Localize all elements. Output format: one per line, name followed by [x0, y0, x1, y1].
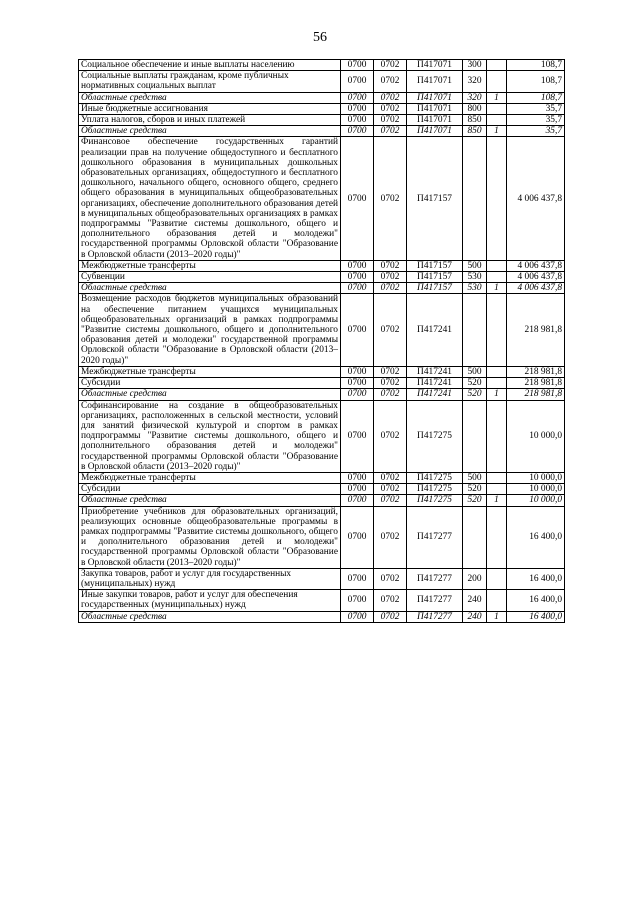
row-amount: 10 000,0 — [507, 472, 565, 483]
row-expense-type-code: 240 — [463, 590, 487, 611]
row-expense-type-code: 520 — [463, 495, 487, 506]
table-row — [79, 495, 565, 506]
row-expense-type-code: 520 — [463, 484, 487, 495]
row-expense-type-code: 530 — [463, 272, 487, 283]
row-section-code: 0700 — [341, 506, 374, 568]
row-target-article-code: П417241 — [407, 366, 463, 377]
table-row — [79, 260, 565, 271]
row-subsection-code: 0702 — [374, 137, 407, 260]
row-target-article-code: П417071 — [407, 71, 463, 92]
table-row — [79, 568, 565, 589]
row-target-article-code: П417275 — [407, 495, 463, 506]
row-section-code: 0700 — [341, 294, 374, 366]
row-description: Социальные выплаты гражданам, кроме публичных нормативных социальных выплат — [79, 71, 341, 92]
row-section-code: 0700 — [341, 126, 374, 137]
row-section-code: 0700 — [341, 103, 374, 114]
row-target-article-code: П417071 — [407, 60, 463, 71]
row-description: Межбюджетные трансферты — [79, 472, 341, 483]
table-row — [79, 283, 565, 294]
table-row — [79, 137, 565, 260]
row-subsection-code: 0702 — [374, 294, 407, 366]
row-expense-type-code: 320 — [463, 71, 487, 92]
row-target-article-code: П417241 — [407, 378, 463, 389]
row-target-article-code: П417157 — [407, 283, 463, 294]
row-section-code: 0700 — [341, 366, 374, 377]
row-amount: 35,7 — [507, 115, 565, 126]
row-subsection-code: 0702 — [374, 389, 407, 400]
row-target-article-code: П417241 — [407, 294, 463, 366]
row-description: Приобретение учебников для образовательных организаций, реализующих основные общеобразовательные программы в рамках подпрограммы "Развитие системы дошкольного, общего и дополнительного образования детей и молодежи" государственной программы Орловской области "Образование в Орловской области (2013–2020 годы)" — [79, 506, 341, 568]
row-funding-source: 1 — [487, 611, 507, 622]
row-amount: 4 006 437,8 — [507, 283, 565, 294]
row-subsection-code: 0702 — [374, 495, 407, 506]
table-row — [79, 60, 565, 71]
row-subsection-code: 0702 — [374, 611, 407, 622]
row-funding-source — [487, 294, 507, 366]
row-funding-source — [487, 568, 507, 589]
table-row — [79, 590, 565, 611]
table-row — [79, 484, 565, 495]
row-funding-source — [487, 484, 507, 495]
row-subsection-code: 0702 — [374, 103, 407, 114]
row-subsection-code: 0702 — [374, 378, 407, 389]
row-target-article-code: П417071 — [407, 92, 463, 103]
row-amount: 218 981,8 — [507, 366, 565, 377]
row-target-article-code: П417275 — [407, 472, 463, 483]
row-section-code: 0700 — [341, 115, 374, 126]
row-subsection-code: 0702 — [374, 126, 407, 137]
page-number: 56 — [313, 30, 327, 45]
row-section-code: 0700 — [341, 260, 374, 271]
row-section-code: 0700 — [341, 484, 374, 495]
row-expense-type-code: 520 — [463, 378, 487, 389]
row-section-code: 0700 — [341, 568, 374, 589]
row-description: Межбюджетные трансферты — [79, 366, 341, 377]
row-funding-source — [487, 366, 507, 377]
row-amount: 4 006 437,8 — [507, 272, 565, 283]
row-expense-type-code: 850 — [463, 126, 487, 137]
row-description: Софинансирование на создание в общеобразовательных организациях, расположенных в сельской местности, условий для занятий физической культурой и спортом в рамках подпрограммы "Развитие системы дошкольного, общего и дополнительного образования детей и молодежи" государственной программы Орловской области "Образование в Орловской области (2013–2020 годы)" — [79, 400, 341, 472]
row-subsection-code: 0702 — [374, 472, 407, 483]
row-funding-source: 1 — [487, 92, 507, 103]
row-expense-type-code: 500 — [463, 260, 487, 271]
row-description: Областные средства — [79, 92, 341, 103]
row-subsection-code: 0702 — [374, 400, 407, 472]
row-amount: 10 000,0 — [507, 495, 565, 506]
row-subsection-code: 0702 — [374, 590, 407, 611]
row-amount: 16 400,0 — [507, 590, 565, 611]
row-target-article-code: П417157 — [407, 272, 463, 283]
row-description: Уплата налогов, сборов и иных платежей — [79, 115, 341, 126]
row-amount: 108,7 — [507, 60, 565, 71]
row-description: Межбюджетные трансферты — [79, 260, 341, 271]
row-subsection-code: 0702 — [374, 506, 407, 568]
row-subsection-code: 0702 — [374, 283, 407, 294]
row-description: Иные закупки товаров, работ и услуг для обеспечения государственных (муниципальных) нужд — [79, 590, 341, 611]
table-row — [79, 115, 565, 126]
row-target-article-code: П417157 — [407, 137, 463, 260]
row-target-article-code: П417157 — [407, 260, 463, 271]
row-subsection-code: 0702 — [374, 484, 407, 495]
table-row — [79, 611, 565, 622]
row-funding-source — [487, 272, 507, 283]
row-section-code: 0700 — [341, 378, 374, 389]
row-expense-type-code: 240 — [463, 611, 487, 622]
row-subsection-code: 0702 — [374, 272, 407, 283]
row-description: Иные бюджетные ассигнования — [79, 103, 341, 114]
row-description: Субсидии — [79, 484, 341, 495]
row-expense-type-code — [463, 400, 487, 472]
row-expense-type-code: 520 — [463, 389, 487, 400]
row-funding-source — [487, 103, 507, 114]
row-target-article-code: П417071 — [407, 103, 463, 114]
budget-table — [78, 59, 565, 623]
row-section-code: 0700 — [341, 137, 374, 260]
row-funding-source — [487, 472, 507, 483]
row-funding-source: 1 — [487, 389, 507, 400]
row-amount: 35,7 — [507, 126, 565, 137]
row-description: Областные средства — [79, 283, 341, 294]
table-row — [79, 103, 565, 114]
row-funding-source: 1 — [487, 126, 507, 137]
row-section-code: 0700 — [341, 611, 374, 622]
row-target-article-code: П417241 — [407, 389, 463, 400]
row-funding-source — [487, 400, 507, 472]
row-funding-source — [487, 71, 507, 92]
row-section-code: 0700 — [341, 92, 374, 103]
row-funding-source: 1 — [487, 283, 507, 294]
row-funding-source — [487, 115, 507, 126]
row-description: Областные средства — [79, 495, 341, 506]
row-amount: 218 981,8 — [507, 294, 565, 366]
row-description: Областные средства — [79, 389, 341, 400]
row-amount: 218 981,8 — [507, 378, 565, 389]
row-funding-source — [487, 260, 507, 271]
row-target-article-code: П417277 — [407, 590, 463, 611]
row-target-article-code: П417275 — [407, 484, 463, 495]
row-expense-type-code: 300 — [463, 60, 487, 71]
row-description: Субсидии — [79, 378, 341, 389]
row-funding-source — [487, 590, 507, 611]
row-funding-source — [487, 506, 507, 568]
row-funding-source: 1 — [487, 495, 507, 506]
row-description: Закупка товаров, работ и услуг для государственных (муниципальных) нужд — [79, 568, 341, 589]
row-amount: 108,7 — [507, 92, 565, 103]
table-row — [79, 366, 565, 377]
row-subsection-code: 0702 — [374, 366, 407, 377]
table-row — [79, 126, 565, 137]
row-funding-source — [487, 378, 507, 389]
row-section-code: 0700 — [341, 60, 374, 71]
row-expense-type-code: 800 — [463, 103, 487, 114]
table-row — [79, 272, 565, 283]
row-amount: 16 400,0 — [507, 568, 565, 589]
row-amount: 35,7 — [507, 103, 565, 114]
table-row — [79, 389, 565, 400]
table-row — [79, 92, 565, 103]
row-amount: 10 000,0 — [507, 400, 565, 472]
row-expense-type-code: 500 — [463, 366, 487, 377]
row-expense-type-code — [463, 294, 487, 366]
row-expense-type-code: 320 — [463, 92, 487, 103]
row-expense-type-code — [463, 137, 487, 260]
row-subsection-code: 0702 — [374, 92, 407, 103]
row-amount: 4 006 437,8 — [507, 260, 565, 271]
table-row — [79, 378, 565, 389]
row-subsection-code: 0702 — [374, 60, 407, 71]
row-expense-type-code — [463, 506, 487, 568]
row-section-code: 0700 — [341, 71, 374, 92]
row-expense-type-code: 530 — [463, 283, 487, 294]
row-section-code: 0700 — [341, 283, 374, 294]
row-description: Финансовое обеспечение государственных гарантий реализации прав на получение общедоступного и бесплатного дошкольного образования в муниципальных дошкольных образовательных организациях, общедоступного и бесплатного дошкольного, начального общего, основного общего, среднего общего образования в муниципальных общеобразовательных организациях, обеспечение дополнительного образования детей в муниципальных общеобразовательных организациях в рамках подпрограммы "Развитие системы дошкольного, общего и дополнительного образования детей и молодежи" государственной программы Орловской области "Образование в Орловской области (2013–2020 годы)" — [79, 137, 341, 260]
row-funding-source — [487, 137, 507, 260]
row-amount: 10 000,0 — [507, 484, 565, 495]
row-section-code: 0700 — [341, 472, 374, 483]
row-amount: 16 400,0 — [507, 506, 565, 568]
row-subsection-code: 0702 — [374, 71, 407, 92]
row-section-code: 0700 — [341, 389, 374, 400]
table-row — [79, 506, 565, 568]
row-amount: 16 400,0 — [507, 611, 565, 622]
row-section-code: 0700 — [341, 590, 374, 611]
row-description: Областные средства — [79, 611, 341, 622]
row-description: Возмещение расходов бюджетов муниципальных образований на обеспечение питанием учащихся муниципальных общеобразовательных организаций в рамках подпрограммы "Развитие системы дошкольного, общего и дополнительного образования детей и молодежи" государственной программы Орловской области "Образование в Орловской области (2013–2020 годы)" — [79, 294, 341, 366]
budget-table-body — [79, 60, 565, 623]
table-row — [79, 472, 565, 483]
row-description: Социальное обеспечение и иные выплаты населению — [79, 60, 341, 71]
table-row — [79, 71, 565, 92]
row-subsection-code: 0702 — [374, 568, 407, 589]
row-target-article-code: П417275 — [407, 400, 463, 472]
row-target-article-code: П417277 — [407, 568, 463, 589]
row-amount: 4 006 437,8 — [507, 137, 565, 260]
row-expense-type-code: 500 — [463, 472, 487, 483]
row-expense-type-code: 850 — [463, 115, 487, 126]
row-target-article-code: П417277 — [407, 506, 463, 568]
row-target-article-code: П417277 — [407, 611, 463, 622]
row-subsection-code: 0702 — [374, 115, 407, 126]
row-section-code: 0700 — [341, 495, 374, 506]
row-expense-type-code: 200 — [463, 568, 487, 589]
row-amount: 108,7 — [507, 71, 565, 92]
row-target-article-code: П417071 — [407, 126, 463, 137]
row-description: Областные средства — [79, 126, 341, 137]
row-target-article-code: П417071 — [407, 115, 463, 126]
row-funding-source — [487, 60, 507, 71]
row-section-code: 0700 — [341, 272, 374, 283]
row-amount: 218 981,8 — [507, 389, 565, 400]
table-row — [79, 400, 565, 472]
table-row — [79, 294, 565, 366]
row-subsection-code: 0702 — [374, 260, 407, 271]
row-description: Субвенции — [79, 272, 341, 283]
row-section-code: 0700 — [341, 400, 374, 472]
